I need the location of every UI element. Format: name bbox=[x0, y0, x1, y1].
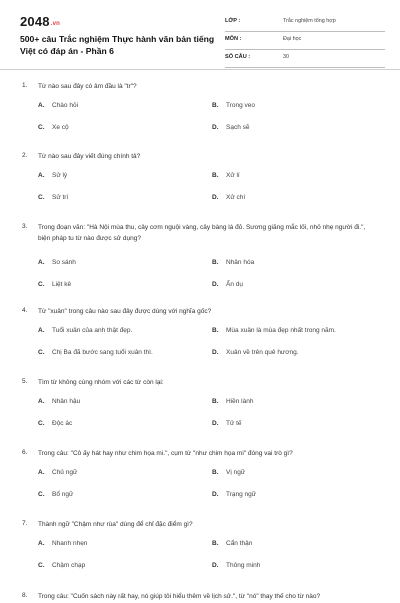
header-divider bbox=[0, 69, 400, 70]
meta-value: Trắc nghiệm tổng hợp bbox=[283, 18, 336, 24]
option-c[interactable]: C. Sử trí bbox=[38, 194, 69, 201]
option-d[interactable]: D. Trạng ngữ bbox=[212, 491, 257, 498]
question-text: Tìm từ không cùng nhóm với các từ còn lại: bbox=[38, 379, 164, 386]
option-d[interactable]: D. Sạch sẽ bbox=[212, 124, 250, 131]
option-b[interactable]: B. Trong veo bbox=[212, 102, 256, 109]
option-b[interactable]: B. Vị ngữ bbox=[212, 469, 246, 476]
question bbox=[0, 449, 400, 519]
site-logo[interactable]: 2048.vn bbox=[20, 14, 61, 29]
option-b[interactable]: B. Nhân hóa bbox=[212, 259, 255, 266]
option-c[interactable]: C. Liệt kê bbox=[38, 281, 72, 288]
option-a[interactable]: A. Sử lý bbox=[38, 172, 68, 179]
option-c[interactable]: C. Chậm chạp bbox=[38, 562, 86, 569]
option-d[interactable]: D. Xuân về trên quê hương. bbox=[212, 349, 299, 356]
option-c[interactable]: C. Xe cộ bbox=[38, 124, 69, 131]
meta-value: 30 bbox=[283, 54, 289, 60]
question bbox=[0, 152, 400, 222]
option-a[interactable]: A. Chủ ngữ bbox=[38, 469, 78, 476]
option-b[interactable]: B. Cẩn thận bbox=[212, 540, 253, 547]
question-text: Từ nào sau đây có âm đầu là "tr"? bbox=[38, 83, 137, 90]
meta-count-row bbox=[225, 52, 385, 68]
meta-class-row bbox=[225, 16, 385, 32]
question-number: 3. bbox=[22, 223, 28, 230]
question-number: 1. bbox=[22, 82, 28, 89]
option-b[interactable]: B. Hiền lành bbox=[212, 398, 254, 405]
option-c[interactable]: C. Bổ ngữ bbox=[38, 491, 74, 498]
document-title: 500+ câu Trắc nghiệm Thực hành văn bản tiếng Việt có đáp án - Phần 6 bbox=[20, 34, 215, 56]
question-text: Trong câu: "Cuốn sách này rất hay, nó giúp tôi hiểu thêm về lịch sử.", từ "nó" thay thế cho từ nào? bbox=[38, 593, 321, 600]
question-number: 4. bbox=[22, 307, 28, 314]
option-d[interactable]: D. Xử chí bbox=[212, 194, 246, 201]
question bbox=[0, 82, 400, 152]
question-number: 5. bbox=[22, 378, 28, 385]
question-partial bbox=[0, 586, 400, 600]
question-text: Thành ngữ "Chậm như rùa" dùng để chỉ đặc điểm gì? bbox=[38, 521, 193, 528]
meta-label: SỐ CÂU : bbox=[225, 54, 251, 60]
option-a[interactable]: A. Chào hỏi bbox=[38, 102, 79, 109]
question-number: 6. bbox=[22, 449, 28, 456]
question bbox=[0, 307, 400, 377]
question-number: 2. bbox=[22, 152, 28, 159]
option-a[interactable]: A. Nhân hậu bbox=[38, 398, 81, 405]
option-c[interactable]: C. Chị Ba đã bước sang tuổi xuân thì. bbox=[38, 349, 153, 356]
option-b[interactable]: B. Mùa xuân là mùa đẹp nhất trong năm. bbox=[212, 327, 336, 334]
option-a[interactable]: A. Tuổi xuân của anh thật đẹp. bbox=[38, 327, 133, 334]
question bbox=[0, 520, 400, 590]
question bbox=[0, 223, 400, 293]
option-a[interactable]: A. So sánh bbox=[38, 259, 76, 266]
question bbox=[0, 378, 400, 448]
option-d[interactable]: D. Ẩn dụ bbox=[212, 281, 243, 288]
question-number: 8. bbox=[22, 592, 28, 599]
meta-value: Đại học bbox=[283, 36, 302, 42]
document-header bbox=[0, 0, 400, 80]
option-d[interactable]: D. Thông minh bbox=[212, 562, 261, 569]
option-a[interactable]: A. Nhanh nhẹn bbox=[38, 540, 88, 547]
meta-info bbox=[225, 16, 385, 70]
meta-label: MÔN : bbox=[225, 36, 242, 42]
question-text: Trong đoạn văn: "Hà Nội mùa thu, cây cơm nguội vàng, cây bàng lá đỏ. Sương giăng mắc lối, nhỏ nhẹ người đi.", biện pháp tu từ nào được sử dụng? bbox=[38, 224, 366, 242]
meta-subject-row bbox=[225, 34, 385, 50]
option-d[interactable]: D. Tử tế bbox=[212, 420, 242, 427]
option-c[interactable]: C. Độc ác bbox=[38, 420, 73, 427]
question-number: 7. bbox=[22, 520, 28, 527]
question-text: Trong câu: "Cô ấy hát hay như chim họa mi.", cụm từ "như chim họa mi" đóng vai trò gì? bbox=[38, 450, 293, 457]
option-b[interactable]: B. Xử lí bbox=[212, 172, 240, 179]
question-text: Từ "xuân" trong câu nào sau đây được dùng với nghĩa gốc? bbox=[38, 308, 212, 315]
meta-label: LỚP : bbox=[225, 18, 241, 24]
question-text: Từ nào sau đây viết đúng chính tả? bbox=[38, 153, 141, 160]
